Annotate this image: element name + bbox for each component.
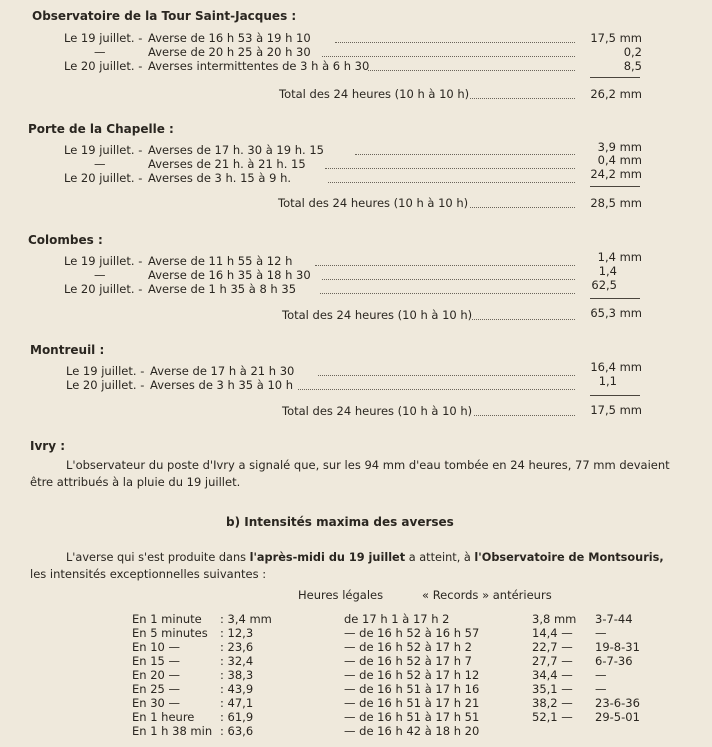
dot-leader — [368, 70, 575, 71]
value-cell: : 32,4 — [220, 654, 254, 668]
intensity-table — [132, 612, 665, 738]
line-text: Averses de 3 h. 15 à 9 h. — [148, 171, 292, 185]
line-text: Averses intermittentes de 3 h à 6 h 30 — [148, 59, 370, 73]
line-prefix: — — [94, 157, 106, 171]
dot-leader — [298, 389, 575, 390]
total-value: 26,2 mm — [590, 87, 642, 101]
record-date-cell: — — [595, 682, 607, 696]
table-row — [132, 626, 665, 640]
line-value: 8,5 — [623, 59, 642, 73]
line-prefix: Le 19 juillet. - — [64, 143, 143, 157]
dot-leader — [335, 42, 575, 43]
intro-line2: les intensités exceptionnelles suivantes : — [30, 567, 267, 581]
line-text: Averse de 16 h 35 à 18 h 30 — [148, 268, 311, 282]
record-value-cell: 35,1 — — [532, 682, 573, 696]
value-cell: : 12,3 — [220, 626, 254, 640]
intro-part1: L'averse qui s'est produite dans — [66, 551, 250, 564]
time-range-cell: — de 16 h 52 à 17 h 2 — [344, 640, 472, 654]
record-date-cell: 6-7-36 — [595, 654, 633, 668]
intensity-table-body — [132, 612, 665, 738]
section-title-colombes: Colombes : — [28, 233, 103, 247]
table-row — [132, 654, 665, 668]
record-value-cell: 52,1 — — [532, 710, 573, 724]
dot-leader — [325, 168, 575, 169]
dot-leader — [322, 279, 575, 280]
line-text: Averses de 21 h. à 21 h. 15 — [148, 157, 306, 171]
record-date-cell: 19-8-31 — [595, 640, 640, 654]
time-range-cell: — de 16 h 51 à 17 h 21 — [344, 696, 480, 710]
line-prefix: Le 20 juillet. - — [64, 171, 143, 185]
value-cell: : 61,9 — [220, 710, 254, 724]
dot-leader — [470, 98, 575, 99]
ivry-paragraph-line1: L'observateur du poste d'Ivry a signalé que, sur les 94 mm d'eau tombée en 24 heures, 77 mm devaient — [66, 458, 670, 472]
table-row — [132, 668, 665, 682]
line-prefix: Le 19 juillet. - — [64, 31, 143, 45]
intro-bold2: l'Observatoire de Montsouris, — [474, 551, 664, 564]
section-title-porte-de-la-chapelle: Porte de la Chapelle : — [28, 122, 174, 136]
total-label: Total des 24 heures (10 h à 10 h) — [279, 87, 470, 101]
intro-line1 — [66, 549, 664, 566]
time-range-cell: — de 16 h 51 à 17 h 51 — [344, 710, 480, 724]
line-value: 0,4 mm — [597, 153, 642, 167]
intro-part2: a atteint, à — [405, 551, 475, 564]
time-range-cell: — de 16 h 51 à 17 h 16 — [344, 682, 480, 696]
header-records-anterieurs: « Records » antérieurs — [422, 588, 552, 602]
table-row — [132, 710, 665, 724]
line-text: Averse de 20 h 25 à 20 h 30 — [148, 45, 311, 59]
header-heures-legales: Heures légales — [298, 588, 384, 602]
value-cell: : 3,4 mm — [220, 612, 272, 626]
duration-cell: En 1 h 38 min — [132, 724, 213, 738]
line-prefix: — — [94, 268, 106, 282]
duration-cell: En 10 — — [132, 640, 180, 654]
table-row — [132, 640, 665, 654]
record-date-cell — [595, 724, 665, 738]
sum-rule — [590, 298, 640, 299]
record-value-cell: 34,4 — — [532, 668, 573, 682]
line-value: 24,2 mm — [590, 167, 642, 181]
line-prefix: Le 19 juillet. - — [66, 364, 145, 378]
record-value-cell: 27,7 — — [532, 654, 573, 668]
section-title-montreuil: Montreuil : — [30, 343, 105, 357]
dot-leader — [470, 207, 575, 208]
time-range-cell: de 17 h 1 à 17 h 2 — [344, 612, 450, 626]
time-range-cell: — de 16 h 52 à 17 h 12 — [344, 668, 480, 682]
value-cell: : 43,9 — [220, 682, 254, 696]
value-cell: : 38,3 — [220, 668, 254, 682]
dot-leader — [320, 293, 575, 294]
intro-bold1: l'après-midi du 19 juillet — [249, 551, 406, 564]
time-range-cell: — de 16 h 52 à 17 h 7 — [344, 654, 472, 668]
line-prefix: — — [94, 45, 106, 59]
line-prefix: Le 20 juillet. - — [64, 59, 143, 73]
subsection-title: b) Intensités maxima des averses — [226, 515, 454, 529]
line-prefix: Le 20 juillet. - — [64, 282, 143, 296]
line-value: 16,4 mm — [590, 360, 642, 374]
value-cell: : 23,6 — [220, 640, 254, 654]
line-value: 3,9 mm — [597, 140, 642, 154]
total-label: Total des 24 heures (10 h à 10 h) — [278, 196, 469, 210]
record-value-cell: 3,8 mm — [532, 612, 577, 626]
dot-leader — [318, 375, 575, 376]
duration-cell: En 15 — — [132, 654, 180, 668]
table-row — [132, 682, 665, 696]
record-value-cell — [532, 724, 595, 738]
line-text: Averse de 11 h 55 à 12 h — [148, 254, 293, 268]
line-prefix: Le 19 juillet. - — [64, 254, 143, 268]
sum-rule — [590, 186, 640, 187]
line-value: 1,4 mm — [597, 250, 642, 264]
total-label: Total des 24 heures (10 h à 10 h) — [282, 308, 473, 322]
total-value: 28,5 mm — [590, 196, 642, 210]
dot-leader — [328, 182, 575, 183]
line-text: Averse de 17 h à 21 h 30 — [150, 364, 295, 378]
section-title-tour-saint-jacques: Observatoire de la Tour Saint-Jacques : — [32, 9, 297, 23]
dot-leader — [315, 265, 575, 266]
line-value: 17,5 mm — [590, 31, 642, 45]
table-row — [132, 696, 665, 710]
time-range-cell: — de 16 h 52 à 16 h 57 — [344, 626, 480, 640]
duration-cell: En 5 minutes — [132, 626, 208, 640]
record-date-cell: — — [595, 668, 607, 682]
dot-leader — [474, 415, 575, 416]
record-value-cell: 22,7 — — [532, 640, 573, 654]
line-value: 0,2 — [623, 45, 642, 59]
line-value: 1,1 — [598, 374, 617, 388]
record-date-cell: 23-6-36 — [595, 696, 640, 710]
line-text: Averses de 3 h 35 à 10 h — [150, 378, 294, 392]
time-range-cell: — de 16 h 42 à 18 h 20 — [344, 724, 480, 738]
total-label: Total des 24 heures (10 h à 10 h) — [282, 404, 473, 418]
record-date-cell: 29-5-01 — [595, 710, 640, 724]
record-value-cell: 14,4 — — [532, 626, 573, 640]
duration-cell: En 25 — — [132, 682, 180, 696]
table-row — [132, 724, 665, 738]
line-value: 1,4 — [598, 264, 617, 278]
ivry-paragraph-line2: être attribués à la pluie du 19 juillet. — [30, 475, 241, 489]
line-text: Averses de 17 h. 30 à 19 h. 15 — [148, 143, 324, 157]
record-date-cell: 3-7-44 — [595, 612, 633, 626]
line-value: 62,5 — [591, 278, 617, 292]
line-text: Averse de 1 h 35 à 8 h 35 — [148, 282, 297, 296]
record-date-cell: — — [595, 626, 607, 640]
duration-cell: En 1 heure — [132, 710, 195, 724]
sum-rule — [590, 77, 640, 78]
total-value: 17,5 mm — [590, 403, 642, 417]
sum-rule — [590, 395, 640, 396]
duration-cell: En 30 — — [132, 696, 180, 710]
line-text: Averse de 16 h 53 à 19 h 10 — [148, 31, 311, 45]
dot-leader — [472, 319, 575, 320]
total-value: 65,3 mm — [590, 306, 642, 320]
duration-cell: En 1 minute — [132, 612, 202, 626]
value-cell: : 63,6 — [220, 724, 254, 738]
line-prefix: Le 20 juillet. - — [66, 378, 145, 392]
duration-cell: En 20 — — [132, 668, 180, 682]
table-row — [132, 612, 665, 626]
dot-leader — [322, 56, 575, 57]
section-title-ivry: Ivry : — [30, 439, 66, 453]
record-value-cell: 38,2 — — [532, 696, 573, 710]
dot-leader — [355, 154, 575, 155]
value-cell: : 47,1 — [220, 696, 254, 710]
